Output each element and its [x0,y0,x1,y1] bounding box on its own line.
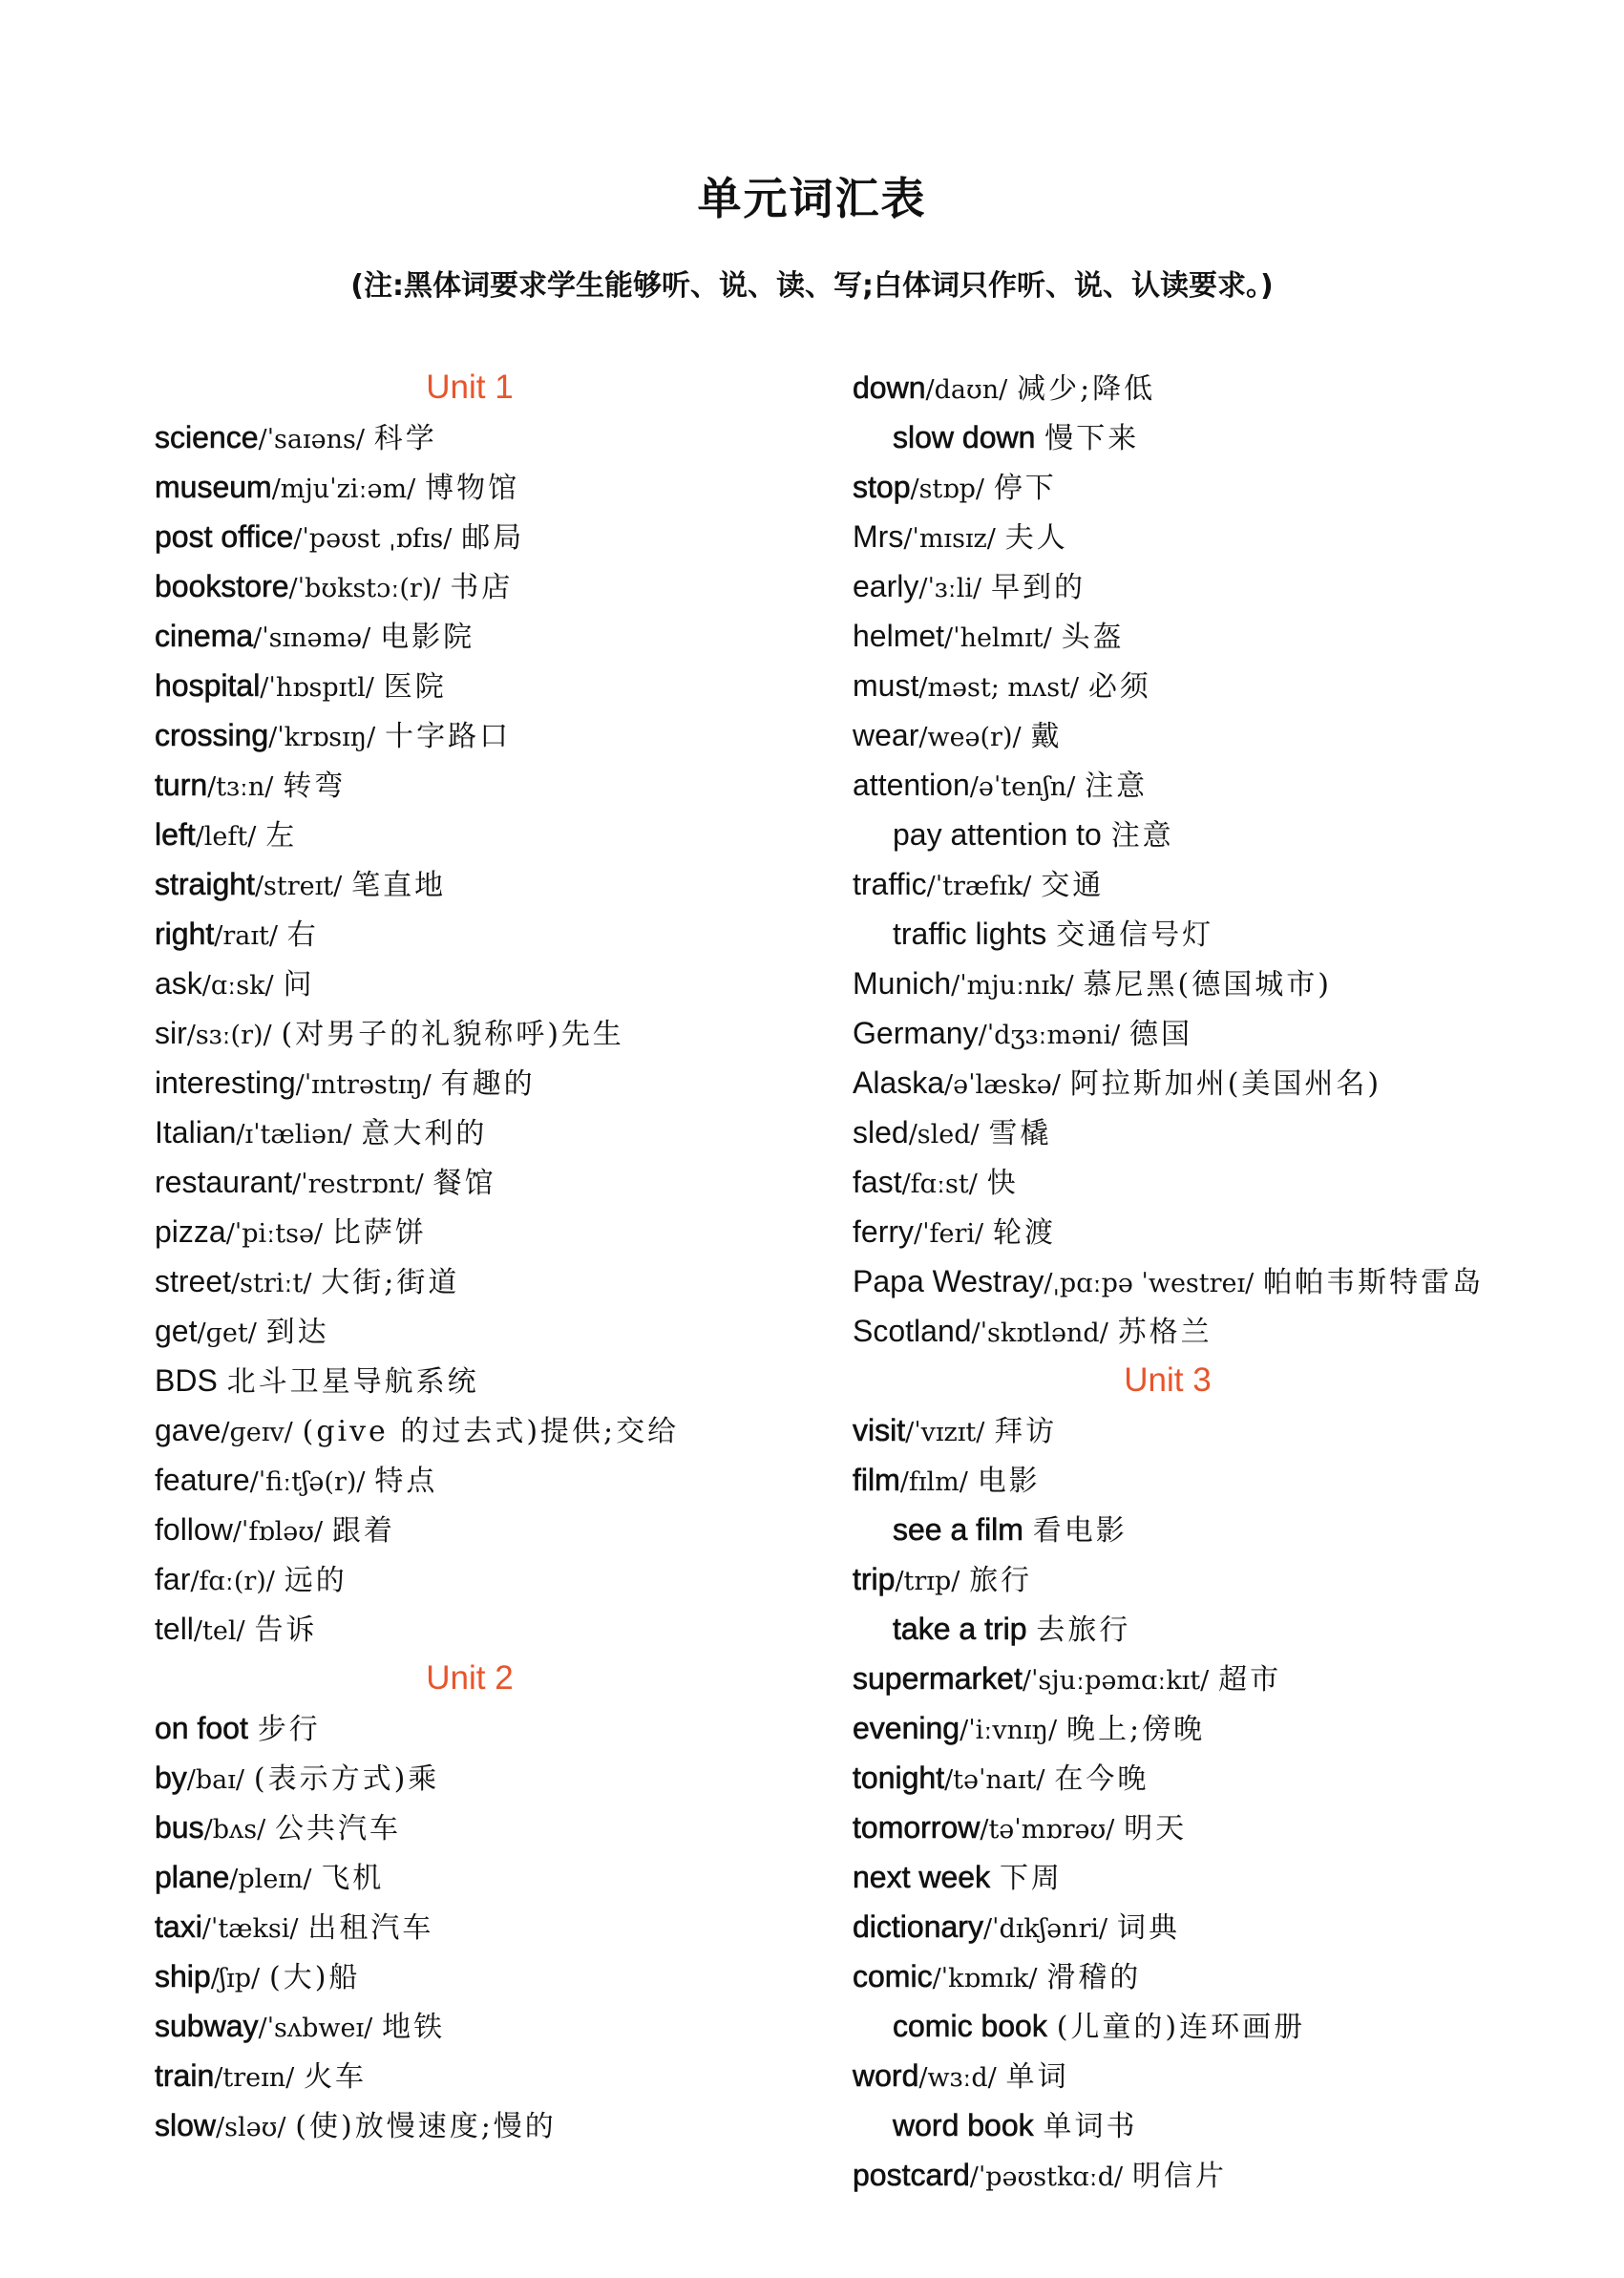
vocab-meaning: 餐馆 [432,1167,496,1200]
vocab-entry [155,1058,823,1107]
vocab-phonetic: /sləʊ/ [216,2113,286,2142]
vocab-entry [155,760,823,810]
vocab-word: down [853,370,926,405]
vocab-word: comic [853,1959,933,1993]
vocab-entry [853,1654,1540,1703]
vocab-entry [853,1852,1540,1902]
vocab-word: trip [853,1562,896,1596]
vocab-phonetic: /ˈmjuːnɪk/ [951,971,1074,1001]
vocab-entry [853,462,1540,512]
vocab-meaning: 明天 [1124,1812,1188,1846]
vocab-phonetic: /ɑːsk/ [201,971,274,1001]
vocab-phonetic: /ˈsjuːpəmɑːkɪt/ [1022,1666,1210,1696]
vocab-entry [155,1703,823,1753]
vocab-entry [853,1703,1540,1753]
vocab-word: Germany [853,1016,979,1050]
vocab-phonetic: /streɪt/ [254,872,343,901]
vocab-entry [853,1753,1540,1803]
vocab-word: feature [155,1463,250,1497]
vocab-meaning: 去旅行 [1036,1614,1131,1647]
vocab-meaning: 地铁 [382,2011,446,2044]
vocab-meaning: 书店 [450,571,514,604]
vocab-phonetic: /ɪˈtæliən/ [236,1120,352,1150]
vocab-meaning: 在今晚 [1054,1762,1149,1796]
vocab-entry [155,1157,823,1207]
vocab-entry [155,1207,823,1256]
vocab-word: Papa Westray [853,1264,1044,1298]
vocab-phonetic: /ˈɪntrəstɪŋ/ [295,1070,432,1100]
unit-heading: Unit 3 [1124,1361,1212,1399]
vocab-meaning: 比萨饼 [331,1216,427,1250]
vocab-entry [155,1902,823,1951]
vocab-word: next week [853,1860,991,1894]
vocab-word: stop [853,470,911,504]
vocab-entry [853,1902,1540,1951]
vocab-entry [853,661,1540,710]
vocab-entry [155,1604,823,1654]
vocab-meaning: 医院 [383,670,447,704]
vocab-meaning: 阿拉斯加州(美国州名) [1069,1067,1382,1101]
unit-heading: Unit 1 [426,369,514,406]
vocab-phonetic: /fɑːst/ [901,1170,978,1199]
vocab-word: crossing [155,718,269,752]
vocab-word: evening [853,1711,960,1745]
vocab-phonetic: /məst; mʌst/ [918,673,1080,703]
vocab-word: fast [853,1165,902,1199]
vocab-phrase [853,1505,1540,1554]
vocab-word: attention [853,768,970,802]
vocab-meaning: 超市 [1218,1663,1282,1697]
vocab-meaning: 下周 [999,1862,1063,1895]
vocab-phonetic: /striːt/ [231,1269,312,1298]
vocab-phrase [853,909,1540,959]
vocab-word: slow [155,2108,217,2142]
vocab-phonetic: /ˈsɪnəmə/ [253,623,371,653]
vocab-word: far [155,1562,191,1596]
vocab-phrase [853,1604,1540,1654]
vocab-entry [853,1207,1540,1256]
vocab-entry [155,1753,823,1803]
vocab-word: postcard [853,2158,970,2192]
vocab-phonetic: /əˈtenʃn/ [969,772,1076,802]
vocab-entry [853,959,1540,1008]
vocab-entry [853,2051,1540,2100]
vocab-word: plane [155,1860,230,1894]
vocab-phonetic: /təˈnaɪt/ [944,1765,1045,1795]
vocab-meaning: 有趣的 [440,1067,536,1101]
vocab-word: film [853,1463,900,1497]
vocab-meaning: 十字路口 [385,720,512,753]
vocab-meaning: 旅行 [969,1564,1033,1597]
vocab-phonetic: /ˈpəʊst ˌɒfɪs/ [293,524,453,554]
vocab-phonetic: /ʃɪp/ [210,1964,261,1993]
vocab-word: follow [155,1512,233,1547]
vocab-phonetic: /ˈferi/ [914,1219,984,1249]
vocab-meaning: 特点 [374,1465,438,1498]
vocab-word: turn [155,768,208,802]
vocab-phrase [853,2100,1540,2150]
vocab-entry [853,1951,1540,2001]
vocab-meaning: 出租汽车 [307,1911,434,1945]
vocab-meaning: 快 [986,1167,1019,1200]
vocab-word: tomorrow [853,1810,981,1845]
vocab-entry [853,1107,1540,1157]
vocab-word: sir [155,1016,187,1050]
vocab-entry [155,1256,823,1306]
vocab-meaning: 北斗卫星导航系统 [226,1365,479,1399]
vocab-meaning: 步行 [257,1713,321,1746]
page-title: 单元词汇表 [697,173,927,224]
vocab-meaning: (儿童的)连环画册 [1056,2011,1306,2044]
vocab-phonetic: /sɜː(r)/ [186,1021,272,1050]
vocab-word: helmet [853,619,945,653]
vocab-word: Munich [853,966,952,1001]
vocab-entry [155,1505,823,1554]
vocab-meaning: 注意 [1110,819,1174,853]
vocab-word: take a trip [893,1612,1027,1646]
vocab-phonetic: /ˈdɪkʃənri/ [982,1914,1108,1944]
vocab-word: word [853,2058,919,2093]
vocab-phonetic: /ˈvɪzɪt/ [905,1418,985,1447]
vocab-word: early [853,569,919,603]
vocab-phonetic: /ɡet/ [197,1318,257,1348]
vocab-entry [155,1455,823,1505]
vocab-word: museum [155,470,272,504]
vocab-entry [853,710,1540,760]
vocab-word: train [155,2058,215,2093]
vocab-word: tell [155,1612,194,1646]
vocab-word: get [155,1314,198,1348]
vocab-word: BDS [155,1363,218,1398]
vocab-meaning: 雪橇 [988,1117,1052,1150]
vocab-word: supermarket [853,1661,1023,1696]
vocab-entry [155,1852,823,1902]
vocab-entry [853,1058,1540,1107]
vocab-word: see a film [893,1512,1023,1547]
vocab-entry [853,1256,1540,1306]
vocab-word: street [155,1264,232,1298]
vocab-entry [155,1008,823,1058]
vocab-entry [853,1455,1540,1505]
vocab-word: must [853,668,919,703]
vocab-word: ask [155,966,202,1001]
vocab-meaning: 戴 [1030,720,1063,753]
vocab-meaning: 交通 [1041,869,1105,902]
vocab-entry [155,710,823,760]
vocab-meaning: 明信片 [1131,2160,1227,2193]
vocab-phonetic: /ˈtræfɪk/ [926,872,1032,901]
vocab-column-left [155,363,823,2150]
vocab-entry [853,1157,1540,1207]
vocab-word: traffic lights [893,917,1047,951]
vocab-phonetic: /ɡeɪv/ [221,1418,293,1447]
vocab-meaning: 跟着 [331,1514,395,1548]
vocab-phonetic: /ˈtæksi/ [201,1914,299,1944]
unit-heading: Unit 2 [426,1659,514,1697]
vocab-word: right [155,917,215,951]
vocab-entry [155,412,823,462]
vocab-phonetic: /ˈkɒmɪk/ [932,1964,1038,1993]
vocab-phonetic: /ˈhɒspɪtl/ [260,673,374,703]
vocab-meaning: 头盔 [1061,621,1125,654]
vocab-phonetic: /sled/ [908,1120,980,1150]
vocab-entry [155,959,823,1008]
vocab-entry [853,512,1540,561]
vocab-word: Alaska [853,1065,945,1100]
vocab-entry [853,1554,1540,1604]
vocab-phonetic: /tɜːn/ [207,772,274,802]
vocab-word: traffic [853,867,927,901]
vocab-word: left [155,817,196,852]
vocab-word: taxi [155,1909,202,1944]
vocab-phonetic: /ˈfɒləʊ/ [232,1517,324,1547]
vocab-phonetic: /raɪt/ [214,921,278,951]
vocab-phonetic: /treɪn/ [214,2063,295,2093]
vocab-phonetic: /fɪlm/ [899,1467,968,1497]
vocab-entry [155,1356,823,1405]
vocab-meaning: 邮局 [461,521,525,555]
vocab-phonetic: /əˈlæskə/ [944,1070,1061,1100]
vocab-meaning: 远的 [284,1564,348,1597]
vocab-word: bookstore [155,569,289,603]
vocab-entry [155,462,823,512]
vocab-entry [155,1107,823,1157]
vocab-phonetic: /fɑː(r)/ [190,1567,275,1596]
vocab-meaning: 词典 [1116,1911,1180,1945]
vocab-meaning: (give 的过去式)提供;交给 [302,1415,680,1448]
vocab-entry [155,561,823,611]
vocab-phonetic: /tel/ [193,1616,245,1646]
vocab-entry [853,760,1540,810]
vocab-meaning: 科学 [373,422,437,455]
vocab-word: dictionary [853,1909,983,1944]
vocab-phonetic: /ˈmɪsɪz/ [903,524,996,554]
vocab-meaning: (大)船 [269,1961,361,1994]
vocab-word: Italian [155,1115,237,1150]
vocab-meaning: 意大利的 [361,1117,488,1150]
vocab-word: ferry [853,1214,914,1249]
vocab-meaning: 减少;降低 [1017,372,1156,406]
vocab-phonetic: /trɪp/ [895,1567,960,1596]
vocab-word: visit [853,1413,906,1447]
vocab-phonetic: /ˈfiːtʃə(r)/ [249,1467,366,1497]
vocab-phonetic: /ˌpɑːpə ˈwestreɪ/ [1044,1269,1255,1298]
vocab-meaning: 拜访 [994,1415,1058,1448]
vocab-phonetic: /pleɪn/ [229,1865,312,1894]
vocab-word: post office [155,519,294,554]
vocab-phonetic: /ˈdʒɜːməni/ [978,1021,1121,1050]
vocab-entry [853,2150,1540,2200]
vocab-meaning: 交通信号灯 [1056,918,1214,952]
vocab-phonetic: /left/ [195,822,257,852]
vocab-entry [853,363,1540,412]
vocab-entry [155,1554,823,1604]
vocab-entry [155,512,823,561]
vocab-entry [155,2051,823,2100]
vocab-phonetic: /ˈskɒtlənd/ [971,1318,1108,1348]
vocab-meaning: 单词书 [1043,2110,1138,2143]
vocab-phonetic: /təˈmɒrəʊ/ [980,1815,1115,1845]
vocab-meaning: 必须 [1087,670,1151,704]
vocab-meaning: 大街;街道 [321,1266,460,1299]
vocab-entry [853,1306,1540,1356]
vocab-phonetic: /mjuˈziːəm/ [271,475,416,504]
vocab-entry [155,1405,823,1455]
vocab-meaning: 公共汽车 [275,1812,402,1846]
vocab-word: sled [853,1115,909,1150]
vocab-phonetic: /weə(r)/ [918,723,1022,752]
vocab-meaning: 苏格兰 [1117,1316,1213,1349]
vocab-word: tonight [853,1761,945,1795]
vocab-phrase [853,2001,1540,2051]
vocab-meaning: 慢下来 [1044,422,1140,455]
vocab-meaning: 右 [286,918,319,952]
vocab-entry [155,2001,823,2051]
vocab-phonetic: /bʌs/ [203,1815,266,1845]
vocab-word: wear [853,718,919,752]
vocab-word: science [155,420,259,454]
vocab-phonetic: /ˈhelmɪt/ [944,623,1052,653]
vocab-meaning: 到达 [265,1316,329,1349]
vocab-meaning: 停下 [993,472,1057,505]
vocab-word: pay attention to [893,817,1102,852]
vocab-phonetic: /ˈsaɪəns/ [258,425,365,454]
vocab-phonetic: /daʊn/ [925,375,1008,405]
vocab-phonetic: /baɪ/ [186,1765,245,1795]
vocab-entry [853,611,1540,661]
vocab-phonetic: /ˈpəʊstkɑːd/ [969,2162,1124,2192]
vocab-entry [155,1306,823,1356]
vocab-entry [853,1405,1540,1455]
vocab-entry [853,561,1540,611]
vocab-meaning: (使)放慢速度;慢的 [295,2110,557,2143]
vocab-word: subway [155,2009,259,2043]
vocab-meaning: 电影院 [380,621,475,654]
vocab-meaning: 左 [265,819,298,853]
vocab-word: interesting [155,1065,296,1100]
vocab-word: comic book [893,2009,1047,2043]
vocab-meaning: 看电影 [1032,1514,1128,1548]
vocab-entry [155,1951,823,2001]
vocab-column-right [853,363,1540,2200]
vocab-entry [155,2100,823,2150]
vocab-meaning: 晚上;傍晚 [1065,1713,1206,1746]
vocab-word: slow down [893,420,1036,454]
vocab-meaning: 注意 [1085,770,1149,803]
vocab-entry [155,611,823,661]
vocab-phonetic: /ˈiːvnɪŋ/ [960,1716,1058,1745]
vocab-word: hospital [155,668,261,703]
vocab-meaning: (对男子的礼貌称呼)先生 [281,1018,624,1051]
vocab-meaning: 博物馆 [425,472,520,505]
vocab-phonetic: /ˈpiːtsə/ [225,1219,324,1249]
vocab-word: Scotland [853,1314,972,1348]
vocab-word: on foot [155,1711,248,1745]
vocab-phonetic: /wɜːd/ [918,2063,997,2093]
vocab-meaning: 滑稽的 [1046,1961,1142,1994]
vocab-meaning: 轮渡 [993,1216,1056,1250]
vocab-word: bus [155,1810,204,1845]
vocab-meaning: 电影 [977,1465,1041,1498]
vocab-word: straight [155,867,255,901]
vocab-meaning: 慕尼黑(德国城市) [1083,968,1332,1002]
vocab-phonetic: /stɒp/ [910,475,984,504]
vocab-word: word book [893,2108,1034,2142]
vocab-meaning: 火车 [304,2060,368,2094]
vocab-meaning: 转弯 [283,770,347,803]
vocab-meaning: 夫人 [1004,521,1068,555]
vocab-meaning: 德国 [1129,1018,1193,1051]
vocab-phonetic: /ˈrestrɒnt/ [292,1170,424,1199]
vocab-phonetic: /ˈbʊkstɔː(r)/ [288,574,441,603]
vocab-entry [155,810,823,859]
vocab-phonetic: /ˈsʌbweɪ/ [258,2014,373,2043]
vocab-word: cinema [155,619,254,653]
vocab-meaning: 帕帕韦斯特雷岛 [1263,1266,1485,1299]
vocab-entry [155,661,823,710]
vocab-entry [155,859,823,909]
vocab-word: Mrs [853,519,904,554]
page-note: (注:黑体词要求学生能够听、说、读、写;白体词只作听、说、认读要求。) [350,269,1274,303]
vocab-entry [853,1008,1540,1058]
vocab-word: gave [155,1413,221,1447]
vocab-meaning: (表示方式)乘 [253,1762,440,1796]
vocab-phrase [853,412,1540,462]
vocab-entry [155,1803,823,1852]
vocab-meaning: 早到的 [990,571,1086,604]
vocab-entry [853,1803,1540,1852]
vocab-entry [155,909,823,959]
vocab-word: pizza [155,1214,226,1249]
vocab-meaning: 笔直地 [351,869,447,902]
vocab-word: by [155,1761,187,1795]
vocab-meaning: 问 [283,968,315,1002]
vocab-phrase [853,810,1540,859]
vocab-word: restaurant [155,1165,293,1199]
vocab-entry [853,859,1540,909]
vocab-word: ship [155,1959,211,1993]
vocab-meaning: 告诉 [254,1614,318,1647]
vocab-phonetic: /ˈɜːli/ [918,574,982,603]
vocab-meaning: 单词 [1005,2060,1069,2094]
vocab-phonetic: /ˈkrɒsɪŋ/ [268,723,376,752]
vocab-meaning: 飞机 [321,1862,385,1895]
